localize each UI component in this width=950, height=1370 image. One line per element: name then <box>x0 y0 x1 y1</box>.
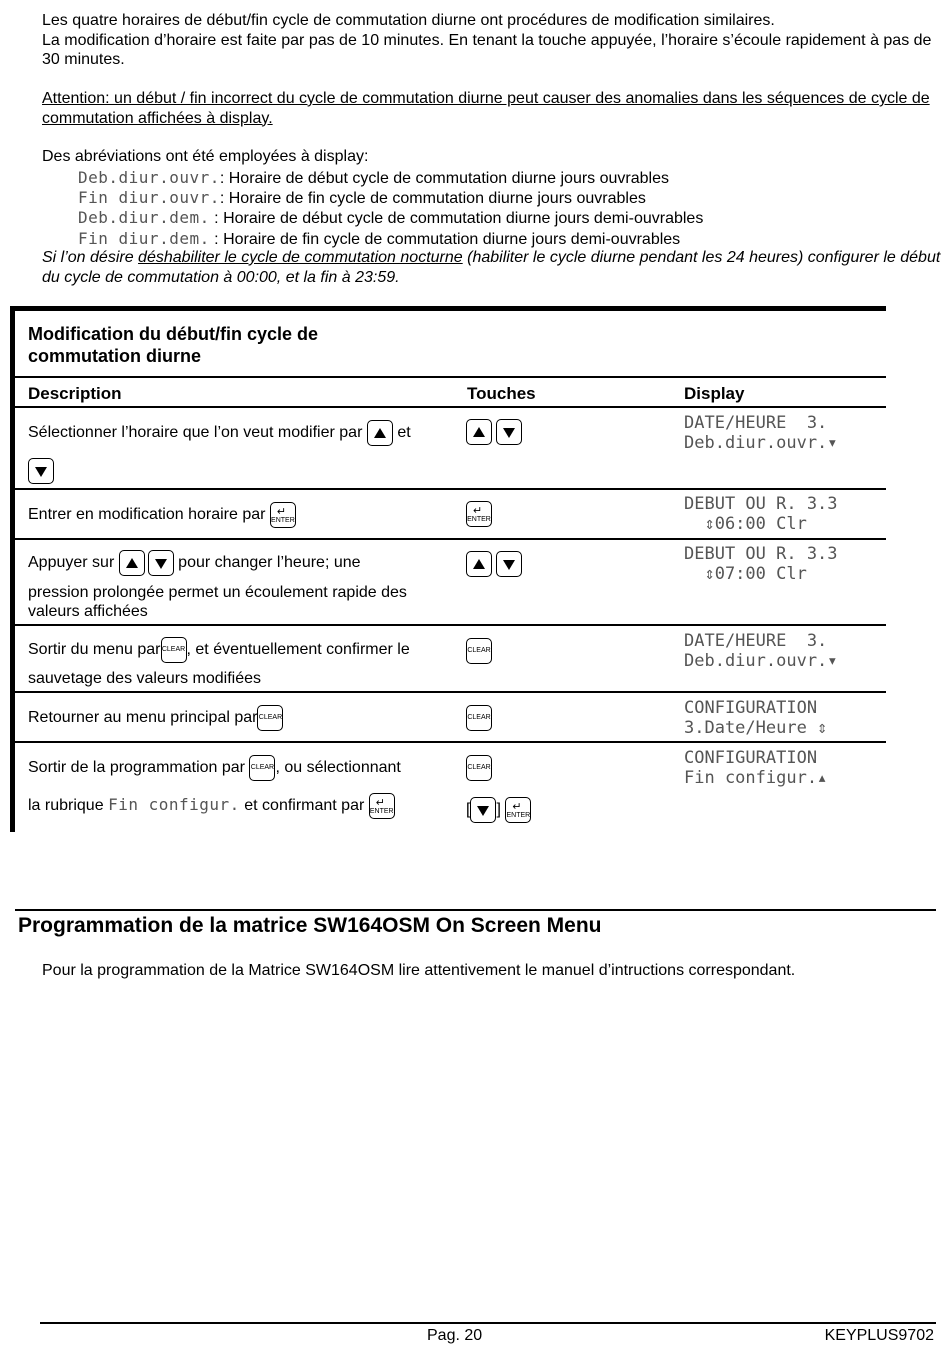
lcd-line: ⇕07:00 Clr <box>684 564 807 584</box>
row-text: Sortir du menu par <box>28 641 161 659</box>
enter-key-icon: ↵ ENTER <box>466 501 492 527</box>
down-arrow-key-icon <box>148 550 174 576</box>
lcd-line: ⇕06:00 Clr <box>684 514 807 534</box>
lcd-line: 3.Date/Heure ⇕ <box>684 718 828 738</box>
clear-key-icon: CLEAR <box>466 638 492 664</box>
row-text: Sortir de la programmation par <box>28 759 245 777</box>
lcd-display <box>684 413 838 453</box>
table-row <box>28 637 468 663</box>
row-key-line <box>28 458 54 484</box>
row-keys <box>466 419 522 445</box>
lcd-line: DEBUT OU R. 3.3 <box>684 494 838 514</box>
page-number: Pag. 20 <box>427 1327 483 1344</box>
row-text: Entrer en modification horaire par <box>28 506 266 524</box>
table-row <box>28 755 468 781</box>
section-text: Pour la programmation de la Matrice SW164OSM lire attentivement le manuel d’intructions correspondant. <box>42 962 796 979</box>
row-text-line: sauvetage des valeurs modifiées <box>28 670 262 687</box>
down-arrow-key-icon <box>470 797 496 823</box>
lcd-line: Deb.diur.ouvr.▾ <box>684 433 838 453</box>
abbreviation-item <box>78 188 646 209</box>
row-text: , et éventuellement confirmer le <box>186 641 410 659</box>
row-keys <box>466 755 492 781</box>
clear-key-icon: CLEAR <box>466 705 492 731</box>
section-title: Programmation de la matrice SW164OSM On Screen Menu <box>18 914 602 937</box>
divider <box>15 538 886 540</box>
lcd-line: Fin configur.▴ <box>684 768 828 788</box>
lcd-code: Fin configur. <box>108 795 240 815</box>
note-text: (habiliter le cycle diurne pendant les 24 heures) configurer le début du cycle de commutation à 00:00, et la fin à 23:59. <box>42 249 941 286</box>
document-id: KEYPLUS9702 <box>824 1327 934 1344</box>
table-top-border <box>10 306 886 311</box>
down-arrow-key-icon <box>28 458 54 484</box>
row-keys <box>466 501 492 527</box>
lcd-line: DATE/HEURE 3. <box>684 631 828 651</box>
table-row <box>28 420 448 446</box>
lcd-display <box>684 544 838 584</box>
table-row <box>28 705 283 731</box>
divider <box>15 624 886 626</box>
abbreviation-item <box>78 208 703 229</box>
lcd-code: Deb.diur.ouvr. <box>78 168 220 187</box>
table-row <box>28 502 296 528</box>
abbreviation-item <box>78 229 680 250</box>
enter-key-icon: ↵ ENTER <box>270 502 296 528</box>
row-keys <box>466 705 492 731</box>
lcd-code: Deb.diur.dem. <box>78 208 210 227</box>
up-arrow-key-icon <box>119 550 145 576</box>
lcd-code: Fin diur.dem. <box>78 229 210 248</box>
row-text-line: valeurs affichées <box>28 603 148 620</box>
divider <box>15 376 886 378</box>
clear-key-icon: CLEAR <box>161 637 187 663</box>
abbreviation-text: : Horaire de fin cycle de commutation diurne jours demi-ouvrables <box>209 231 681 248</box>
down-arrow-key-icon <box>496 551 522 577</box>
bracket: ] <box>496 801 501 819</box>
row-text-line <box>28 793 395 819</box>
lcd-display <box>684 631 838 671</box>
bracket: [ <box>466 801 471 819</box>
row-text: pour changer l’heure; une <box>178 554 361 572</box>
lcd-display <box>684 698 827 738</box>
lcd-line: CONFIGURATION <box>684 748 818 768</box>
row-text: , ou sélectionnant <box>275 759 401 777</box>
abbreviation-text: : Horaire de fin cycle de commutation diurne jours ouvrables <box>219 190 646 207</box>
lcd-display <box>684 494 838 534</box>
row-text: Appuyer sur <box>28 554 115 572</box>
intro-paragraph <box>42 11 942 70</box>
table-title <box>28 323 318 367</box>
lcd-line: Deb.diur.ouvr.▾ <box>684 651 838 671</box>
table-row <box>28 550 458 576</box>
table-title-line: Modification du début/fin cycle de <box>28 324 319 344</box>
lcd-code: Fin diur.ouvr. <box>78 188 220 207</box>
row-text-line: pression prolongée permet un écoulement rapide des <box>28 584 407 601</box>
note-underlined: déshabiliter le cycle de commutation nocturne <box>138 249 463 266</box>
enter-key-icon: ↵ ENTER <box>505 797 531 823</box>
clear-key-icon: CLEAR <box>257 705 283 731</box>
divider <box>15 741 886 743</box>
attention-note: Attention: un début / fin incorrect du cycle de commutation diurne peut causer des anomalies dans les séquences de cycle de commutation affichées à display. <box>42 90 930 127</box>
row-text: et <box>397 424 411 442</box>
row-keys <box>466 551 522 577</box>
up-arrow-key-icon <box>466 419 492 445</box>
abbreviation-item <box>78 168 669 189</box>
nocturne-note <box>42 248 942 287</box>
divider <box>15 406 886 408</box>
section-divider <box>15 909 936 911</box>
row-keys <box>466 638 492 664</box>
row-text: et confirmant par <box>244 797 365 815</box>
table-left-border <box>10 306 15 832</box>
row-keys <box>466 797 531 823</box>
intro-line-1: Les quatre horaires de début/fin cycle de commutation diurne ont procédures de modification similaires. <box>42 12 775 29</box>
lcd-display <box>684 748 827 788</box>
note-text: Si l’on désire <box>42 249 139 266</box>
enter-key-icon: ↵ ENTER <box>369 793 395 819</box>
divider <box>15 488 886 490</box>
intro-line-2: La modification d’horaire est faite par pas de 10 minutes. En tenant la touche appuyée, l’horaire s’écoule rapidement à pas de 30 minutes. <box>42 31 932 68</box>
row-text: Retourner au menu principal par <box>28 709 258 727</box>
lcd-line: DATE/HEURE 3. <box>684 413 828 433</box>
lcd-line: CONFIGURATION <box>684 698 818 718</box>
abbreviation-text: : Horaire de début cycle de commutation diurne jours demi-ouvrables <box>209 210 704 227</box>
clear-key-icon: CLEAR <box>249 755 275 781</box>
divider <box>15 691 886 693</box>
header-display: Display <box>684 384 745 403</box>
table-title-line: commutation diurne <box>28 346 202 366</box>
abbreviation-text: : Horaire de début cycle de commutation diurne jours ouvrables <box>219 170 669 187</box>
down-arrow-key-icon <box>496 419 522 445</box>
up-arrow-key-icon <box>367 420 393 446</box>
header-description: Description <box>28 384 122 403</box>
lcd-line: DEBUT OU R. 3.3 <box>684 544 838 564</box>
abbreviations-title: Des abréviations ont été employées à display: <box>42 148 369 165</box>
row-text: la rubrique <box>28 797 104 815</box>
up-arrow-key-icon <box>466 551 492 577</box>
clear-key-icon: CLEAR <box>466 755 492 781</box>
footer-divider <box>40 1322 936 1324</box>
header-keys: Touches <box>467 384 536 403</box>
row-text: Sélectionner l’horaire que l’on veut modifier par <box>28 424 363 442</box>
